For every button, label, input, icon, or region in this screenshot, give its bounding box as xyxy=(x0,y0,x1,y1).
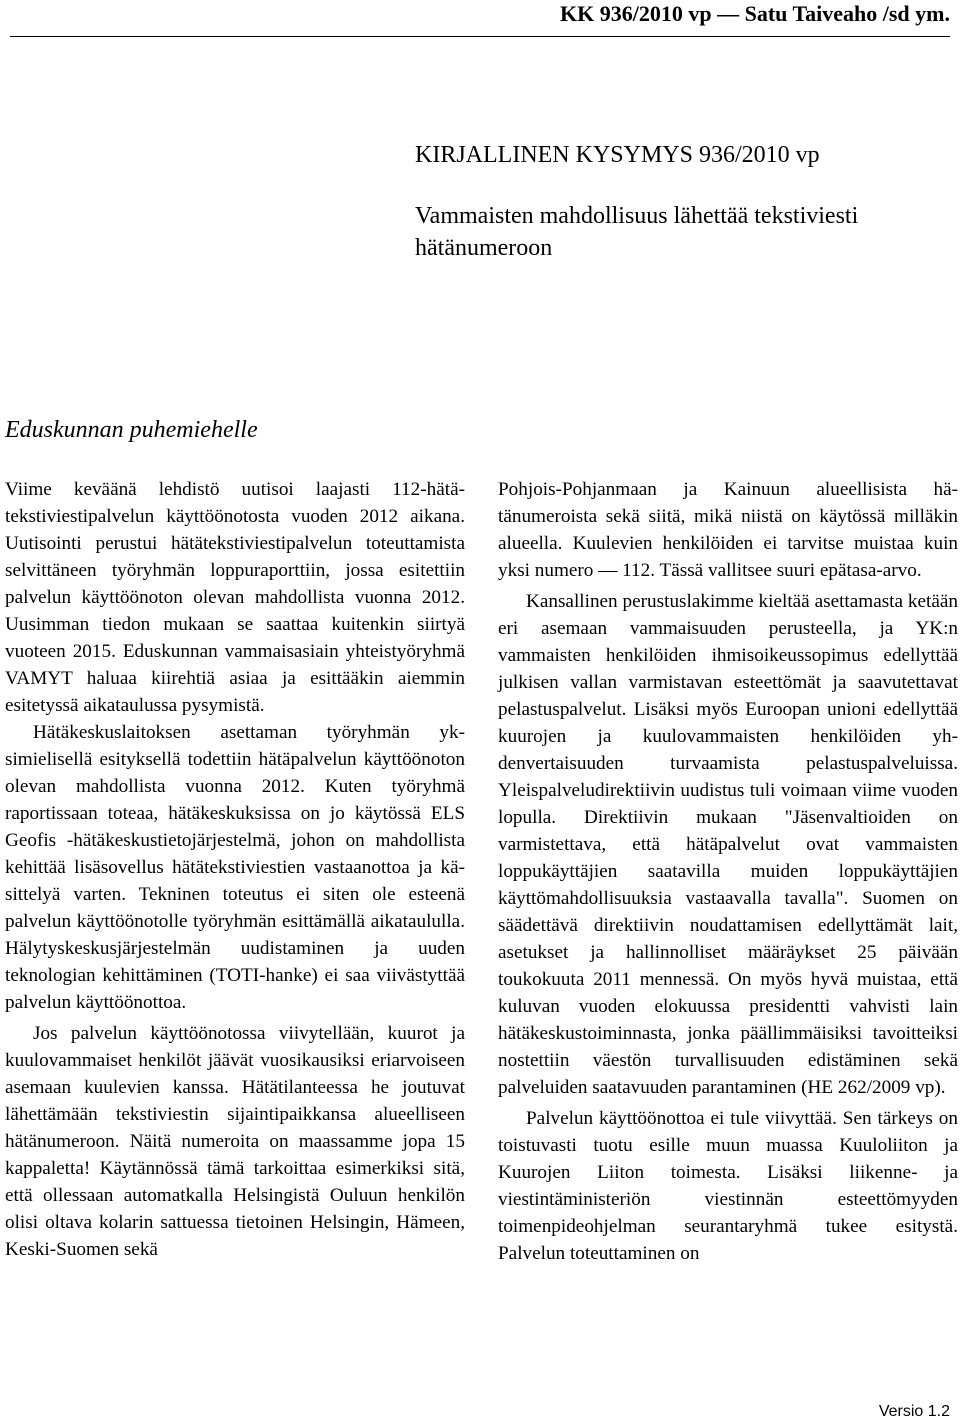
document-title: Vammaisten mahdollisuus lähettää tekstiviesti hätänumeroon xyxy=(415,203,859,261)
addressee: Eduskunnan puhemiehelle xyxy=(5,417,258,443)
header-text: KK 936/2010 vp — Satu Taiveaho /sd ym. xyxy=(560,1,950,26)
paragraph: Hätäkeskuslaitoksen asettaman työryhmän yksimielisellä esityksellä todettiin hätäpalvelun käyttöönoton olevan mahdollista vuonna 2012. Kuten työryhmä raportissaan toteaa, hätäkeskuksissa on jo käytössä ELS Geofis -hätäkeskustietojärjestelmä, johon on mahdollista kehittää lisäsovellus hätätekstiviestien vastaanottoa ja käsittelyä varten. Tekninen toteutus ei siten ole esteenä palvelun käyttöönotolle työryhmän esittämällä aikataululla. Hälytyskeskusjärjestelmän uudistaminen ja uuden teknologian kehittäminen (TOTI-hanke) ei saa viivästyttää palvelun käyttöönottoa. xyxy=(5,722,465,1013)
document-type: KIRJALLINEN KYSYMYS 936/2010 vp xyxy=(415,142,820,168)
paragraph: Palvelun käyttöönottoa ei tule viivyttää. Sen tärkeys on toistuvasti tuotu esille muun muassa Kuuloliiton ja Kuurojen Liiton toimesta. Lisäksi liikenne- ja viestintäministeriön viestinnän esteettömyyden toimenpideohjelman seurantaryhmä tukee esitystä. Palvelun toteuttaminen on xyxy=(498,1108,958,1264)
right-column xyxy=(498,476,958,1267)
left-column xyxy=(5,476,465,1263)
page-header xyxy=(10,0,950,37)
paragraph: Pohjois-Pohjanmaan ja Kainuun alueellisista hätänumeroista sekä siitä, mikä niistä on käytössä milläkin alueella. Kuulevien henkilöiden ei tarvitse muistaa kuin yksi numero — 112. Tässä vallitsee suuri epätasa-arvo. xyxy=(498,479,958,581)
paragraph: Viime keväänä lehdistö uutisoi laajasti 112-hätätekstiviestipalvelun käyttöönotosta vuoden 2012 aikana. Uutisointi perustui hätätekstiviestipalvelun toteuttamista selvittäneen työryhmän loppuraporttiin, jossa esitettiin palvelun käyttöönoton olevan mahdollista vuonna 2012. Uusimman tiedon mukaan se saattaa kuitenkin siirtyä vuoteen 2015. Eduskunnan vammaisasiain yhteistyöryhmä VAMYT haluaa kiirehtiä asiaa ja esittääkin aiemmin esitetyssä aikataulussa pysymistä. xyxy=(5,479,465,716)
version-label: Versio 1.2 xyxy=(878,1403,950,1420)
paragraph: Jos palvelun käyttöönotossa viivytellään, kuurot ja kuulovammaiset henkilöt jäävät vuosikausiksi eriarvoiseen asemaan kuulevien kanssa. Hätätilanteessa he joutuvat lähettämään tekstiviestin sijaintipaikkansa alueelliseen hätänumeroon. Näitä numeroita on maassamme jopa 15 kappaletta! Käytännössä tämä tarkoittaa esimerkiksi sitä, että ollessaan automatkalla Helsingistä Ouluun henkilön olisi oltava kolarin sattuessa tietoinen Helsingin, Hämeen, Keski-Suomen sekä xyxy=(5,1023,465,1260)
paragraph: Kansallinen perustuslakimme kieltää asettamasta ketään eri asemaan vammaisuuden perusteella, ja YK:n vammaisten henkilöiden ihmisoikeussopimus edellyttää julkisen vallan varmistavan esteettömät ja saavutettavat pelastuspalvelut. Lisäksi myös Euroopan unioni edellyttää kuurojen ja kuulovammaisten henkilöiden yhdenvertaisuuden turvaamista pelastuspalveluissa. Yleispalveludirektiivin uudistus tuli voimaan viime vuoden lopulla. Direktiivin mukaan "Jäsenvaltioiden on varmistettava, että hätäpalvelut ovat vammaisten loppukäyttäjien saatavilla muiden loppukäyttäjien käyttömahdollisuuksia vastaavalla tavalla". Suomen on säädettävä direktiivin noudattamisen edellyttämät lait, asetukset ja hallinnolliset määräykset 25 päivään toukokuuta 2011 mennessä. On myös hyvä muistaa, että kuluvan vuoden elokuussa presidentti vahvisti lain hätäkeskustoiminnasta, jonka päällimmäisiksi tavoitteiksi nostettiin väestön turvallisuuden edistäminen sekä palveluiden saatavuuden parantaminen (HE 262/2009 vp). xyxy=(498,591,958,1098)
